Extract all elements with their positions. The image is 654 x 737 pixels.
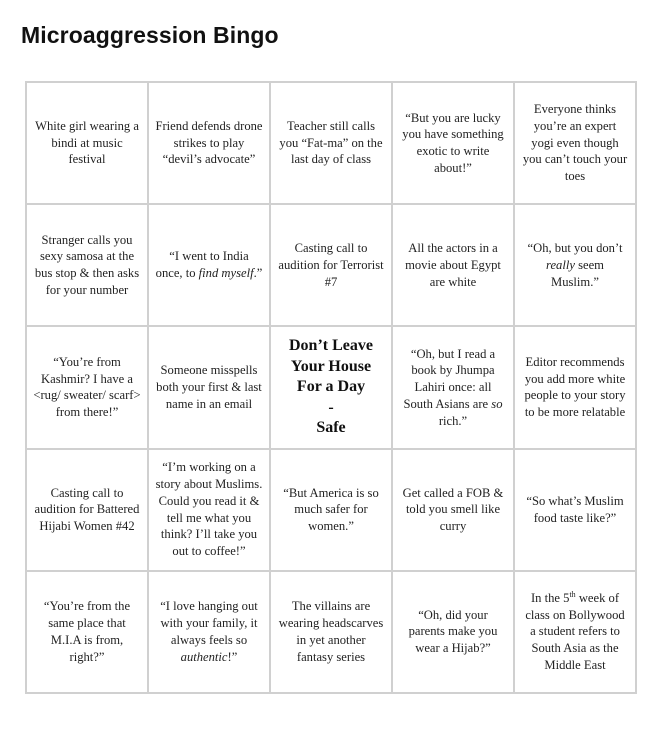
bingo-cell-text: “So what’s Muslim food taste like?”: [526, 493, 624, 525]
bingo-cell-text: White girl wearing a bindi at music festival: [35, 118, 139, 167]
superscript-text: th: [569, 589, 576, 599]
free-space-text: [289, 336, 373, 439]
bingo-cell-text: “I’m working on a story about Muslims. Could you read it & tell me what you think? I’ll take you out to coffee!”: [155, 460, 263, 559]
bingo-cell: [515, 450, 635, 570]
bingo-cell-text: Stranger calls you sexy samosa at the bus stop & then asks for your number: [34, 232, 140, 298]
text-segment: “Oh, but you don’t: [527, 241, 623, 256]
bingo-cell: [27, 450, 147, 570]
bingo-cell: [27, 83, 147, 203]
free-space-cell: [271, 327, 391, 447]
text-segment: In the 5: [530, 590, 570, 605]
bingo-cell: [515, 327, 635, 447]
bingo-cell: [393, 205, 513, 325]
bingo-cell-text: [399, 346, 507, 430]
emphasis-text: so: [491, 396, 503, 411]
bingo-cell-text: Editor recommends you add more white people to your story to be more relatable: [524, 354, 626, 420]
free-space-line: Your House: [290, 357, 372, 375]
bingo-cell: [393, 450, 513, 570]
bingo-cell: [149, 205, 269, 325]
bingo-cell-text: [155, 248, 263, 282]
bingo-cell-text: [521, 590, 629, 674]
bingo-cell-text: “You’re from the same place that M.I.A is from, right?”: [43, 599, 131, 664]
text-segment: !”: [227, 649, 238, 664]
bingo-cell: [393, 572, 513, 692]
text-segment: seem Muslim.”: [551, 257, 604, 289]
emphasis-text: find myself: [198, 266, 254, 281]
text-segment: .”: [253, 266, 263, 281]
text-segment: “I love hanging out with your family, it always feels so: [160, 599, 258, 647]
bingo-cell-text: “But America is so much safer for women.”: [283, 485, 379, 534]
bingo-cell: [149, 572, 269, 692]
text-segment: “I went to India once, to: [155, 249, 249, 281]
page-title: Microaggression Bingo: [21, 22, 279, 48]
bingo-cell-text: “But you are lucky you have something exotic to write about!”: [402, 110, 504, 175]
bingo-cell-text: Casting call to audition for Terrorist #7: [278, 241, 384, 289]
bingo-board: [25, 81, 637, 694]
bingo-cell: [515, 572, 635, 692]
bingo-cell: [515, 83, 635, 203]
bingo-cell-text: [155, 598, 263, 665]
free-space-line: For a Day: [296, 378, 366, 396]
bingo-cell-text: Get called a FOB & told you smell like curry: [402, 485, 504, 534]
bingo-cell-text: “You’re from Kashmir? I have a <rug/ sweater/ scarf> from there!”: [33, 354, 141, 420]
free-space-line: Don’t Leave: [289, 337, 373, 355]
bingo-cell: [27, 572, 147, 692]
free-space-line: -: [328, 398, 334, 416]
free-space-line: Safe: [316, 419, 346, 437]
bingo-cell-text: Friend defends drone strikes to play “devil’s advocate”: [155, 118, 263, 167]
bingo-cell: [27, 327, 147, 447]
bingo-cell-text: All the actors in a movie about Egypt are white: [405, 241, 501, 289]
bingo-cell: [271, 450, 391, 570]
bingo-cell-text: “Oh, did your parents make you wear a Hijab?”: [408, 607, 498, 656]
bingo-cell: [393, 327, 513, 447]
bingo-cell: [271, 572, 391, 692]
bingo-cell-text: The villains are wearing headscarves in yet another fantasy series: [278, 599, 384, 664]
bingo-cell-text: Someone misspells both your first & last name in an email: [156, 363, 262, 411]
bingo-cell: [271, 205, 391, 325]
text-segment: “Oh, but I read a book by Jhumpa Lahiri once: all South Asians are: [403, 346, 496, 411]
emphasis-text: really: [546, 257, 575, 272]
bingo-cell: [149, 83, 269, 203]
bingo-cell-text: Teacher still calls you “Fat-ma” on the last day of class: [279, 118, 383, 167]
text-segment: rich.”: [438, 413, 468, 428]
bingo-cell: [27, 205, 147, 325]
emphasis-text: authentic: [180, 649, 228, 664]
bingo-cell: [393, 83, 513, 203]
bingo-cell: [149, 327, 269, 447]
bingo-cell-text: Everyone thinks you’re an expert yogi even though you can’t touch your toes: [522, 102, 628, 184]
bingo-cell-text: [521, 240, 629, 290]
bingo-cell: [271, 83, 391, 203]
bingo-cell: [515, 205, 635, 325]
bingo-cell: [149, 450, 269, 570]
text-segment: week of class on Bollywood a student refers to South Asia as the Middle East: [525, 590, 625, 673]
bingo-cell-text: Casting call to audition for Battered Hijabi Women #42: [34, 485, 140, 534]
